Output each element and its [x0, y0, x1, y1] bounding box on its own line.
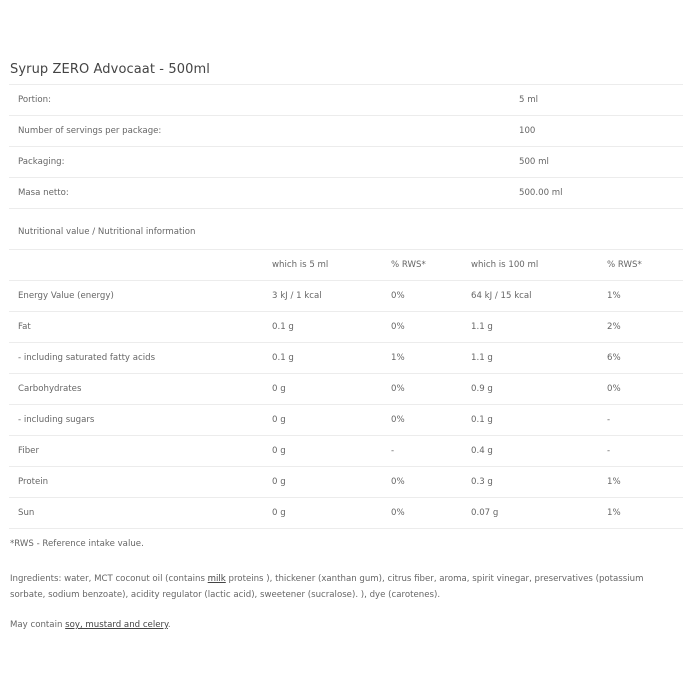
nutrition-header-cell: % RWS* [607, 250, 683, 281]
ingredients-part-2: proteins ), thickener (xanthan gum), citrus fiber, aroma, spirit vinegar, preservatives (potassium sorbate, sodium benzoate), acidity regulator (lactic acid), sweetener (sucralose). ), dye (carotenes). [10, 574, 644, 600]
nutrient-value: 0% [391, 312, 471, 343]
nutrient-value: 0% [607, 374, 683, 405]
info-label: Masa netto: [9, 178, 519, 209]
info-label: Portion: [9, 85, 519, 116]
nutrient-value: 0 g [272, 467, 391, 498]
nutrient-name: Sun [9, 498, 272, 529]
nutrient-name: Carbohydrates [9, 374, 272, 405]
nutrition-header-cell: % RWS* [391, 250, 471, 281]
nutrient-value: 0% [391, 498, 471, 529]
nutrient-value: 6% [607, 343, 683, 374]
may-contain-suffix: . [167, 620, 171, 630]
nutrient-name: - including saturated fatty acids [9, 343, 272, 374]
nutrient-value: 0.1 g [272, 312, 391, 343]
info-row [9, 116, 683, 147]
info-value: 500 ml [519, 147, 683, 178]
nutrient-value: 0.1 g [471, 405, 607, 436]
nutrient-value: 0% [391, 374, 471, 405]
info-row [9, 147, 683, 178]
nutrition-header-cell: which is 5 ml [272, 250, 391, 281]
nutrient-value: 0 g [272, 498, 391, 529]
nutrient-value: 0% [391, 405, 471, 436]
nutrient-value: 0% [391, 281, 471, 312]
nutrient-value: 0 g [272, 436, 391, 467]
nutrient-value: 0.3 g [471, 467, 607, 498]
nutrient-value: 1% [607, 498, 683, 529]
nutrition-row [9, 405, 683, 436]
nutrition-header-cell: which is 100 ml [471, 250, 607, 281]
nutrient-name: Energy Value (energy) [9, 281, 272, 312]
ingredients-text [10, 571, 680, 603]
nutrient-name: Fat [9, 312, 272, 343]
nutrient-value: 0.07 g [471, 498, 607, 529]
nutrient-name: Fiber [9, 436, 272, 467]
may-contain-text [10, 620, 171, 630]
nutrient-name: Protein [9, 467, 272, 498]
ingredients-part-1: Ingredients: water, MCT coconut oil (contains [10, 574, 208, 584]
info-row [9, 178, 683, 209]
nutrient-value: 0.9 g [471, 374, 607, 405]
nutrition-row [9, 436, 683, 467]
nutrition-section-label: Nutritional value / Nutritional information [18, 227, 196, 237]
nutrient-value: 2% [607, 312, 683, 343]
nutrient-value: 1.1 g [471, 343, 607, 374]
nutrient-value: 1% [607, 281, 683, 312]
nutrient-value: - [607, 436, 683, 467]
nutrient-value: 0.4 g [471, 436, 607, 467]
info-label: Number of servings per package: [9, 116, 519, 147]
may-contain-prefix: May contain [10, 620, 66, 630]
nutrient-value: 1.1 g [471, 312, 607, 343]
info-value: 500.00 ml [519, 178, 683, 209]
nutrition-row [9, 374, 683, 405]
nutrition-row [9, 467, 683, 498]
nutrient-value: 3 kJ / 1 kcal [272, 281, 391, 312]
nutrition-header-row [9, 250, 683, 281]
nutrient-value: 0.1 g [272, 343, 391, 374]
info-row [9, 85, 683, 116]
may-contain-allergens: soy, mustard and celery [65, 620, 168, 630]
nutrient-value: - [391, 436, 471, 467]
nutrient-value: 64 kJ / 15 kcal [471, 281, 607, 312]
nutrient-value: 1% [607, 467, 683, 498]
nutrient-value: 0 g [272, 405, 391, 436]
info-label: Packaging: [9, 147, 519, 178]
info-value: 100 [519, 116, 683, 147]
nutrition-table [9, 249, 683, 529]
allergen-milk: milk [207, 574, 226, 584]
nutrition-row [9, 281, 683, 312]
nutrient-value: 0 g [272, 374, 391, 405]
nutrition-row [9, 498, 683, 529]
nutrition-row [9, 312, 683, 343]
product-title: Syrup ZERO Advocaat - 500ml [10, 62, 210, 77]
nutrient-value: - [607, 405, 683, 436]
nutrient-value: 0% [391, 467, 471, 498]
rws-footnote: *RWS - Reference intake value. [10, 539, 144, 549]
product-info-table [9, 84, 683, 209]
nutrient-name: - including sugars [9, 405, 272, 436]
info-value: 5 ml [519, 85, 683, 116]
nutrition-row [9, 343, 683, 374]
nutrient-value: 1% [391, 343, 471, 374]
nutrition-header-cell [9, 250, 272, 281]
